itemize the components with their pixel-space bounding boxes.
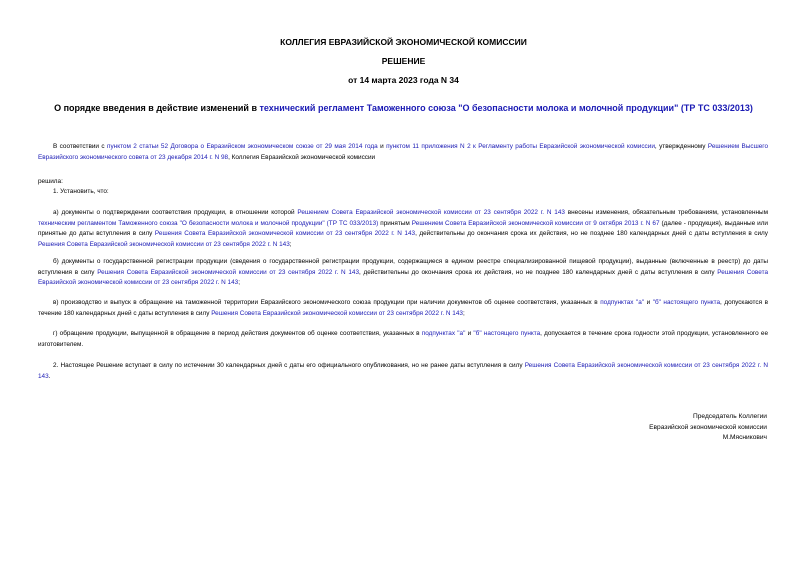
subitem-text: и <box>644 299 653 306</box>
subitem-text: и <box>465 330 474 337</box>
item-2-paragraph <box>38 361 768 382</box>
subitem-text: г) обращение продукции, выпущенной в обращение в период действия документов об оценке соответствия, указанных в <box>53 330 422 337</box>
title-text: О порядке введения в действие изменений в <box>54 103 260 113</box>
subitem-text: , действительны до окончания срока их действия, но не позднее 180 календарных дней с даты вступления в силу <box>359 268 718 276</box>
signatory-position: Председатель Коллегии <box>693 413 767 420</box>
preamble-text: , Коллегия Евразийской экономической комиссии <box>228 153 376 161</box>
subitem-text: ; <box>238 279 240 287</box>
signature-block <box>517 412 767 444</box>
subitem-text: , допускаются в течение 180 календарных дней с даты вступления в силу <box>38 299 768 317</box>
subitem-a-link[interactable]: подпунктах "а" <box>421 330 466 337</box>
item-1-heading: 1. Установить, что: <box>53 188 109 195</box>
item-text: . <box>48 372 51 380</box>
subitem-a-paragraph <box>38 208 768 250</box>
council-decision-143-link[interactable]: Решения Совета Евразийской экономической комиссии от 23 сентября 2022 г. N 143 <box>154 230 416 238</box>
document-date-number: от 14 марта 2023 года N 34 <box>348 75 459 85</box>
council-decision-143-link[interactable]: Решения Совета Евразийской экономической комиссии от 23 сентября 2022 г. N 143 <box>211 309 463 317</box>
preamble-text: В соответствии с <box>53 143 108 150</box>
council-decision-67-link[interactable]: Решением Совета Евразийской экономической комиссии от 9 октября 2013 г. N 67 <box>411 219 660 227</box>
regulation-annex-link[interactable]: пунктом 11 приложения N 2 к Регламенту работы Евразийской экономической комиссии <box>386 143 655 150</box>
subitem-text: а) документы о подтверждении соответствия продукции, в отношении которой <box>53 209 298 216</box>
council-decision-143-link[interactable]: Решения Совета Евразийской экономической комиссии от 23 сентября 2022 г. N 143 <box>97 268 360 276</box>
council-decision-143-link[interactable]: Решением Совета Евразийской экономической комиссии от 23 сентября 2022 г. N 143 <box>297 209 565 216</box>
preamble-paragraph <box>38 142 768 163</box>
item-text: 2. Настоящее Решение вступает в силу по истечении 30 календарных дней с даты его официального опубликования, но не ранее даты вступления в силу <box>53 362 525 369</box>
council-decision-143-link[interactable]: Решения Совета Евразийской экономической комиссии от 23 сентября 2022 г. N 143 <box>38 268 768 287</box>
council-decision-143-link[interactable]: Решения Совета Евразийской экономической комиссии от 23 сентября 2022 г. N 143 <box>38 362 768 380</box>
subitem-b-link[interactable]: "б" настоящего пункта <box>652 299 721 306</box>
subitem-text: (далее - продукция), выданные или принятые до даты вступления в силу <box>38 219 768 238</box>
subitem-text: ; <box>462 309 465 317</box>
subitem-text: внесены изменения, обязательным требованиям, установленным <box>564 209 768 216</box>
document-title <box>30 103 777 113</box>
subitem-text: б) документы о государственной регистрации продукции (сведения о государственной регистрации продукции, содержащиеся в едином реестре специализированной пищевой продукции), выданные (включенные в реестр) до даты вступления в силу <box>38 258 768 276</box>
document-type: РЕШЕНИЕ <box>381 56 426 66</box>
subitem-g-paragraph <box>38 329 768 350</box>
resolved-line: решила: <box>38 178 63 185</box>
technical-regulation-link[interactable]: техническим регламентом Таможенного союза "О безопасности молока и молочной продукции" (ТР ТС 033/2013) <box>38 219 379 227</box>
subitem-text: в) производство и выпуск в обращение на таможенной территории Евразийского экономического союза продукции при наличии документов об оценке соответствия, указанных в <box>53 299 601 306</box>
subitem-b-link[interactable]: "б" настоящего пункта <box>473 330 541 337</box>
subitem-text: , допускается в течение срока годности этой продукции, установленного ее изготовителем. <box>38 330 768 348</box>
issuing-body: КОЛЛЕГИЯ ЕВРАЗИЙСКОЙ ЭКОНОМИЧЕСКОЙ КОМИССИИ <box>280 37 527 47</box>
supreme-council-decision-link[interactable]: Решением Высшего Евразийского экономического совета от 23 декабря 2014 г. N 98 <box>38 143 769 161</box>
preamble-text: , утвержденному <box>654 143 708 150</box>
subitem-text: ; <box>289 240 292 248</box>
subitem-a-link[interactable]: подпунктах "а" <box>600 299 645 306</box>
subitem-b-paragraph <box>38 257 768 289</box>
treaty-article-link[interactable]: пунктом 2 статьи 52 Договора о Евразийском экономическом союзе от 29 мая 2014 года <box>107 143 378 150</box>
subitem-text: принятым <box>378 219 412 227</box>
signatory-name: М.Мясникович <box>722 434 767 442</box>
council-decision-143-link[interactable]: Решения Совета Евразийской экономической комиссии от 23 сентября 2022 г. N 143 <box>38 240 290 248</box>
preamble-text: и <box>377 143 387 150</box>
signatory-organization: Евразийской экономической комиссии <box>649 423 767 431</box>
subitem-v-paragraph <box>38 298 768 319</box>
subitem-text: , действительны до окончания срока их действия, но не позднее 180 календарных дней с даты вступления в силу <box>415 230 768 238</box>
title-regulation-link[interactable]: технический регламент Таможенного союза "О безопасности молока и молочной продукции" (ТР ТС 033/2013) <box>259 103 753 113</box>
